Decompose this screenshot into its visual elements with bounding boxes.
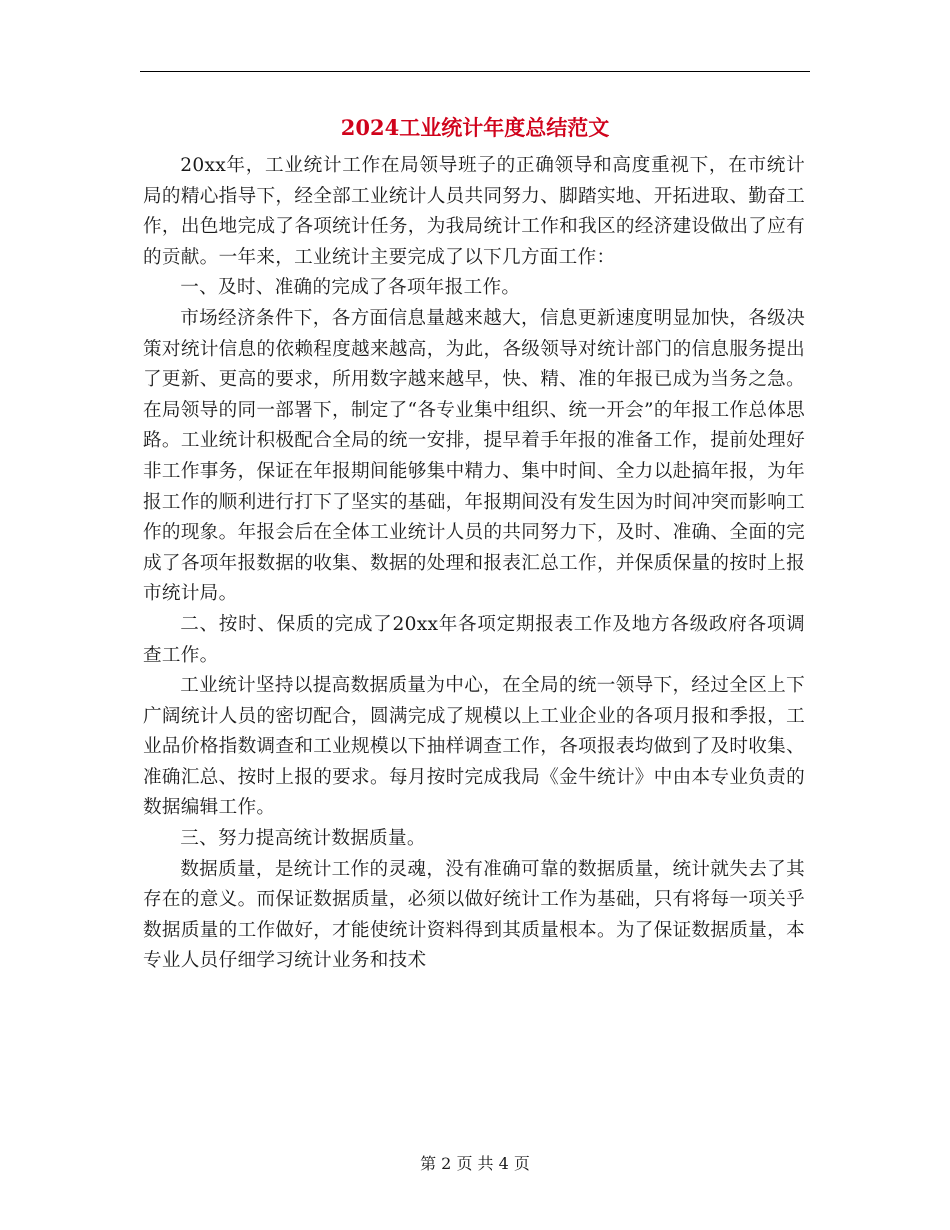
paragraph-section-3: 数据质量，是统计工作的灵魂，没有准确可靠的数据质量，统计就失去了其存在的意义。而保证数据质量，必须以做好统计工作为基础，只有将每一项关乎数据质量的工作做好，才能使统计资料得到其质量根本。为了保证数据质量，本专业人员仔细学习统计业务和技术 bbox=[143, 858, 805, 972]
paragraph-intro: 20xx年，工业统计工作在局领导班子的正确领导和高度重视下，在市统计局的精心指导下，经全部工业统计人员共同努力、脚踏实地、开拓进取、勤奋工作，出色地完成了各项统计任务，为我局统计工作和我区的经济建设做出了应有的贡献。一年来，工业统计主要完成了以下几方面工作： bbox=[143, 155, 805, 268]
header-rule bbox=[140, 71, 810, 72]
page-number: 第 2 页 共 4 页 bbox=[420, 1154, 530, 1173]
document-body bbox=[143, 151, 805, 977]
paragraph-section-2: 工业统计坚持以提高数据质量为中心，在全局的统一领导下，经过全区上下广阔统计人员的密切配合，圆满完成了规模以上工业企业的各项月报和季报，工业品价格指数调查和工业规模以下抽样调查工作，各项报表均做到了及时收集、准确汇总、按时上报的要求。每月按时完成我局《金牛统计》中由本专业负责的数据编辑工作。 bbox=[143, 675, 805, 819]
section-heading-3: 三、努力提高统计数据质量。 bbox=[180, 828, 426, 850]
paragraph-section-1: 市场经济条件下，各方面信息量越来越大，信息更新速度明显加快，各级决策对统计信息的依赖程度越来越高，为此，各级领导对统计部门的信息服务提出了更新、更高的要求，所用数字越来越早，快、精、准的年报已成为当务之急。在局领导的同一部署下，制定了“各专业集中组织、统一开会”的年报工作总体思路。工业统计积极配合全局的统一安排，提早着手年报的准备工作，提前处理好非工作事务，保证在年报期间能够集中精力、集中时间、全力以赴搞年报，为年报工作的顺利进行打下了坚实的基础，年报期间没有发生因为时间冲突而影响工作的现象。年报会后在全体工业统计人员的共同努力下，及时、准确、全面的完成了各项年报数据的收集、数据的处理和报表汇总工作，并保质保量的按时上报市统计局。 bbox=[143, 307, 805, 605]
section-heading-2: 二、按时、保质的完成了20xx年各项定期报表工作及地方各级政府各项调查工作。 bbox=[143, 613, 805, 666]
section-heading-1: 一、及时、准确的完成了各项年报工作。 bbox=[180, 277, 521, 299]
document-title: 2024工业统计年度总结范文 bbox=[340, 115, 610, 140]
